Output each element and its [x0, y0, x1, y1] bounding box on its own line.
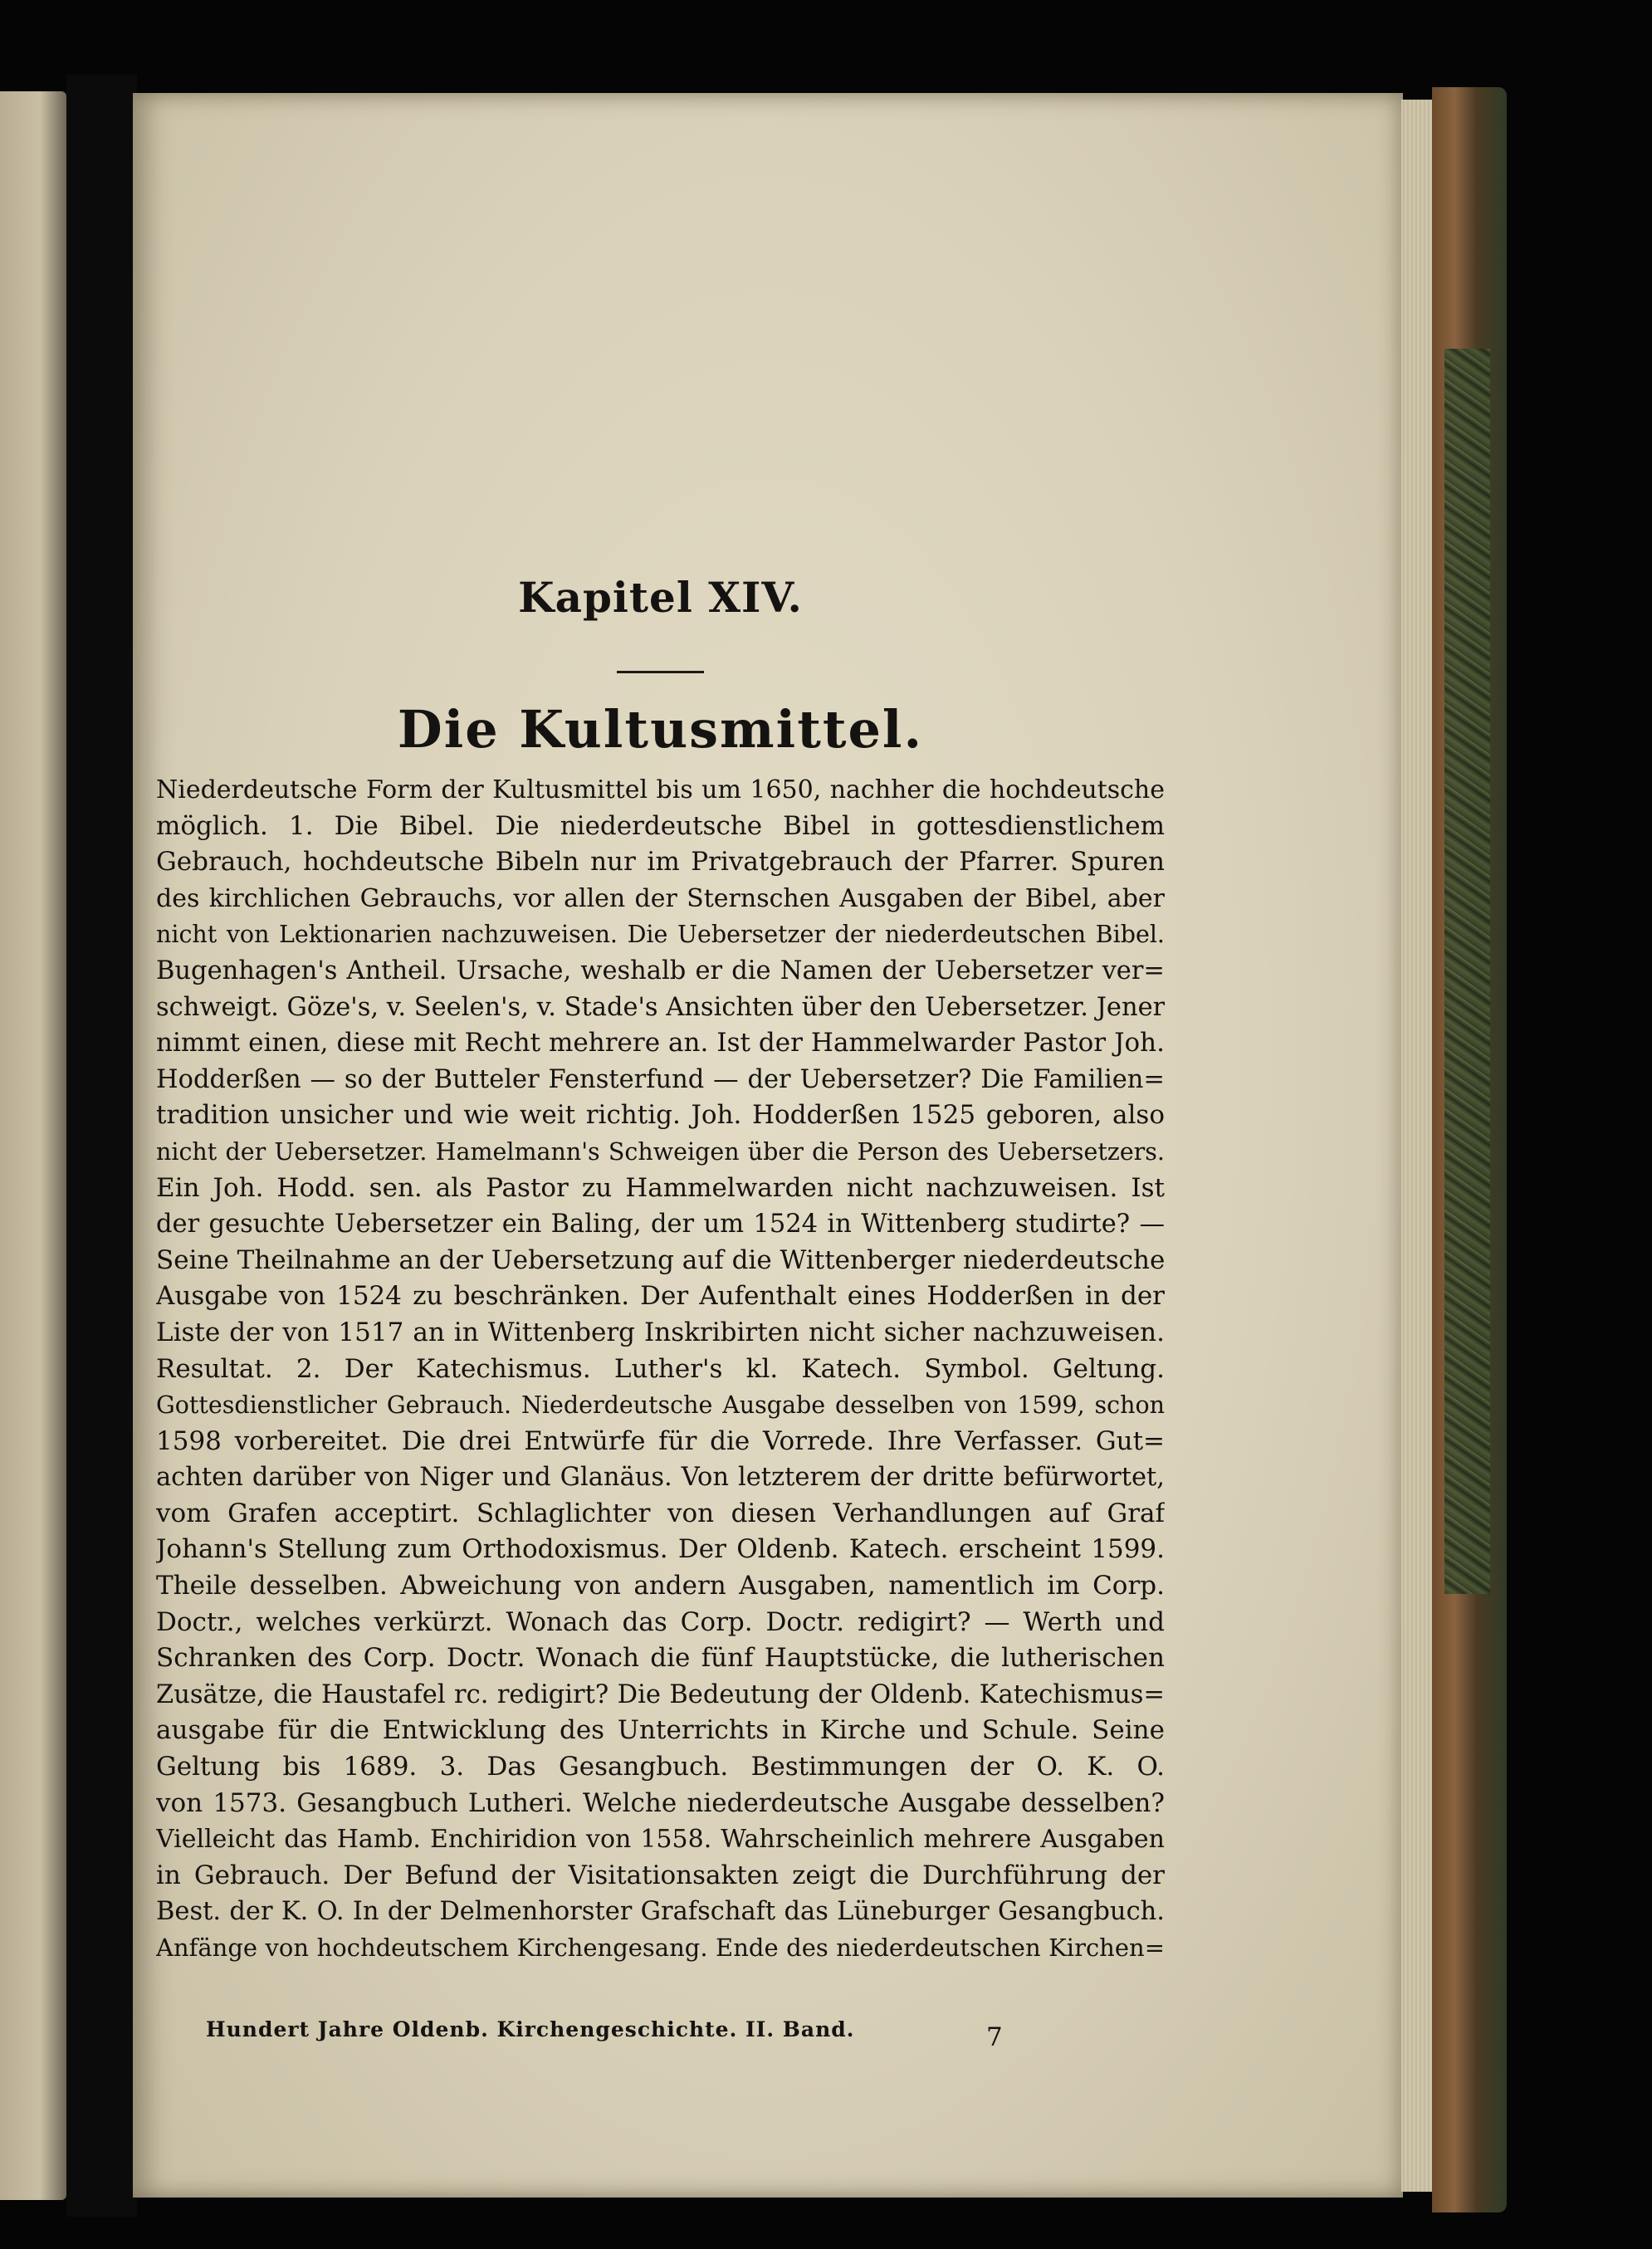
- left-page-edge: [0, 91, 66, 2200]
- text-line: von 1573. Gesangbuch Lutheri. Welche niederdeutsche Ausgabe desselben?: [156, 1787, 1165, 1818]
- text-line: Geltung bis 1689. 3. Das Gesangbuch. Bestimmungen der O. K. O.: [156, 1752, 1165, 1782]
- text-line: Doctr., welches verkürzt. Wonach das Corp. Doctr. redigirt? — Werth und: [156, 1606, 1165, 1637]
- text-line: nicht von Lektionarien nachzuweisen. Die Uebersetzer der niederdeutschen Bibel.: [156, 921, 1165, 949]
- text-line: ausgabe für die Entwicklung des Unterrichts in Kirche und Schule. Seine: [156, 1715, 1165, 1746]
- text-line: Ein Joh. Hodd. sen. als Pastor zu Hammelwarden nicht nachzuweisen. Ist: [156, 1172, 1165, 1203]
- text-line: nimmt einen, diese mit Recht mehrere an. Ist der Hammelwarder Pastor Joh.: [156, 1028, 1165, 1058]
- text-line: nicht der Uebersetzer. Hamelmann's Schweigen über die Person des Uebersetzers.: [156, 1137, 1165, 1166]
- text-line: tradition unsicher und wie weit richtig. Joh. Hodderßen 1525 geboren, also: [156, 1100, 1165, 1131]
- text-line: Bugenhagen's Antheil. Ursache, weshalb er die Namen der Uebersetzer ver=: [156, 956, 1165, 985]
- text-line: Theile desselben. Abweichung von andern Ausgaben, namentlich im Corp.: [156, 1571, 1165, 1601]
- book-gutter: [66, 75, 137, 2217]
- text-line: Hodderßen — so der Butteler Fensterfund — der Uebersetzer? Die Familien=: [156, 1064, 1165, 1094]
- text-line: Niederdeutsche Form der Kultusmittel bis um 1650, nachher die hochdeutsche: [156, 775, 1165, 804]
- text-line: Gebrauch, hochdeutsche Bibeln nur im Privatgebrauch der Pfarrer. Spuren: [156, 847, 1165, 878]
- chapter-summary: [156, 772, 1165, 1967]
- text-line: Ausgabe von 1524 zu beschränken. Der Aufenthalt eines Hodderßen in der: [156, 1281, 1165, 1312]
- page-footer: [156, 2017, 1165, 2051]
- text-line: vom Grafen acceptirt. Schlaglichter von diesen Verhandlungen auf Graf: [156, 1498, 1165, 1528]
- text-line: achten darüber von Niger und Glanäus. Von letzterem der dritte befürwortet,: [156, 1463, 1165, 1493]
- text-line: möglich. 1. Die Bibel. Die niederdeutsche Bibel in gottesdienstlichem: [156, 810, 1165, 841]
- text-line: in Gebrauch. Der Befund der Visitationsakten zeigt die Durchführung der: [156, 1860, 1165, 1890]
- text-line: Best. der K. O. In der Delmenhorster Grafschaft das Lüneburger Gesangbuch.: [156, 1897, 1165, 1927]
- page-stack-edge: [1401, 100, 1435, 2192]
- text-line: Schranken des Corp. Doctr. Wonach die fünf Hauptstücke, die lutherischen: [156, 1643, 1165, 1674]
- chapter-heading: Kapitel XIV.: [518, 573, 803, 622]
- text-line: Zusätze, die Haustafel rc. redigirt? Die Bedeutung der Oldenb. Katechismus=: [156, 1679, 1165, 1709]
- text-line: des kirchlichen Gebrauchs, vor allen der Sternschen Ausgaben der Bibel, aber: [156, 883, 1165, 913]
- text-line: Liste der von 1517 an in Wittenberg Inskribirten nicht sicher nachzuweisen.: [156, 1317, 1165, 1347]
- text-line: Gottesdienstlicher Gebrauch. Niederdeutsche Ausgabe desselben von 1599, schon: [156, 1391, 1165, 1420]
- text-line: der gesuchte Uebersetzer ein Baling, der um 1524 in Wittenberg studirte? —: [156, 1210, 1165, 1239]
- text-line: Seine Theilnahme an der Uebersetzung auf die Wittenberger niederdeutsche: [156, 1244, 1165, 1275]
- marbled-cover-pattern: [1444, 349, 1490, 1594]
- text-line: Vielleicht das Hamb. Enchiridion von 1558. Wahrscheinlich mehrere Ausgaben: [156, 1825, 1165, 1855]
- running-title: Hundert Jahre Oldenb. Kirchengeschichte. II. Band.: [206, 2017, 855, 2041]
- text-line: 1598 vorbereitet. Die drei Entwürfe für die Vorrede. Ihre Verfasser. Gut=: [156, 1425, 1165, 1456]
- text-line: Resultat. 2. Der Katechismus. Luther's kl. Katech. Symbol. Geltung.: [156, 1353, 1165, 1384]
- text-line: Anfänge von hochdeutschem Kirchengesang. Ende des niederdeutschen Kirchen=: [156, 1934, 1165, 1962]
- text-line: schweigt. Göze's, v. Seelen's, v. Stade's Ansichten über den Uebersetzer. Jener: [156, 992, 1165, 1022]
- signature-mark: 7: [986, 2022, 1003, 2052]
- text-line: Johann's Stellung zum Orthodoxismus. Der Oldenb. Katech. erscheint 1599.: [156, 1534, 1165, 1565]
- heading-rule: [617, 671, 704, 673]
- chapter-title: Die Kultusmittel.: [397, 699, 924, 760]
